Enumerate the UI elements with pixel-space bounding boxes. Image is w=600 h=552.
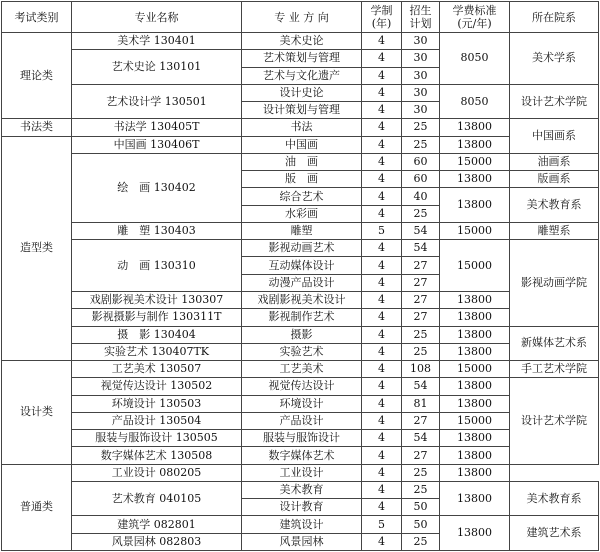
direction-cell: 油 画 <box>242 153 362 170</box>
fee-cell: 13800 <box>440 343 510 360</box>
quota-cell: 27 <box>402 447 440 464</box>
major-cell: 服装与服饰设计 130505 <box>72 430 242 447</box>
years-cell: 4 <box>362 136 402 153</box>
major-cell: 戏剧影视美术设计 130307 <box>72 291 242 308</box>
table-row <box>2 378 599 395</box>
major-cell: 环境设计 130503 <box>72 395 242 412</box>
table-row <box>2 84 599 101</box>
category-cell: 普通类 <box>2 464 72 550</box>
direction-cell: 实验艺术 <box>242 343 362 360</box>
header-quota-line1: 招生 <box>409 4 432 17</box>
table-row <box>2 464 599 481</box>
direction-cell: 中国画 <box>242 136 362 153</box>
years-cell: 4 <box>362 326 402 343</box>
major-cell: 摄 影 130404 <box>72 326 242 343</box>
fee-cell: 13800 <box>440 171 510 188</box>
header-school: 所在院系 <box>510 2 599 33</box>
fee-cell: 13800 <box>440 136 510 153</box>
fee-cell: 15000 <box>440 412 510 429</box>
direction-cell: 动漫产品设计 <box>242 274 362 291</box>
years-cell: 4 <box>362 378 402 395</box>
header-category: 考试类别 <box>2 2 72 33</box>
quota-cell: 25 <box>402 326 440 343</box>
quota-cell: 25 <box>402 343 440 360</box>
fee-cell: 13800 <box>440 395 510 412</box>
table-row <box>2 395 599 412</box>
quota-cell: 25 <box>402 533 440 550</box>
years-cell: 4 <box>362 84 402 101</box>
direction-cell: 工业设计 <box>242 464 362 481</box>
quota-cell: 50 <box>402 499 440 516</box>
years-cell: 4 <box>362 102 402 119</box>
fee-cell: 13800 <box>440 430 510 447</box>
quota-cell: 30 <box>402 50 440 67</box>
direction-cell: 设计策划与管理 <box>242 102 362 119</box>
quota-cell: 54 <box>402 430 440 447</box>
fee-cell: 15000 <box>440 240 510 292</box>
school-cell: 影视动画学院 <box>510 240 599 326</box>
years-cell: 4 <box>362 240 402 257</box>
header-years-line2: (年) <box>371 17 392 30</box>
years-cell: 4 <box>362 499 402 516</box>
quota-cell: 25 <box>402 464 440 481</box>
direction-cell: 美术教育 <box>242 481 362 498</box>
header-years-line1: 学制 <box>370 4 393 17</box>
direction-cell: 美术史论 <box>242 33 362 50</box>
table-row <box>2 309 599 326</box>
years-cell: 4 <box>362 533 402 550</box>
years-cell: 4 <box>362 464 402 481</box>
header-quota <box>402 2 440 33</box>
direction-cell: 服装与服饰设计 <box>242 430 362 447</box>
major-cell: 影视摄影与制作 130311T <box>72 309 242 326</box>
header-direction: 专 业 方 向 <box>242 2 362 33</box>
direction-cell: 视觉传达设计 <box>242 378 362 395</box>
header-fee-line2: (元/年) <box>457 17 492 30</box>
header-major: 专业名称 <box>72 2 242 33</box>
fee-cell: 15000 <box>440 361 510 378</box>
major-cell: 艺术设计学 130501 <box>72 84 242 119</box>
table-row <box>2 430 599 447</box>
direction-cell: 设计教育 <box>242 499 362 516</box>
school-cell: 油画系 <box>510 153 599 170</box>
table-row <box>2 136 599 153</box>
years-cell: 4 <box>362 171 402 188</box>
fee-cell: 13800 <box>440 119 510 136</box>
school-cell: 新媒体艺术系 <box>510 326 599 361</box>
category-cell: 造型类 <box>2 136 72 360</box>
years-cell: 4 <box>362 153 402 170</box>
years-cell: 5 <box>362 516 402 533</box>
school-cell: 设计艺术学院 <box>510 84 599 119</box>
fee-cell: 13800 <box>440 447 510 464</box>
header-fee-line1: 学费标准 <box>452 4 497 17</box>
fee-cell: 15000 <box>440 222 510 239</box>
major-cell: 艺术史论 130101 <box>72 50 242 85</box>
years-cell: 4 <box>362 481 402 498</box>
quota-cell: 54 <box>402 240 440 257</box>
major-cell: 视觉传达设计 130502 <box>72 378 242 395</box>
major-cell: 风景园林 082803 <box>72 533 242 550</box>
quota-cell: 50 <box>402 516 440 533</box>
major-cell: 艺术教育 040105 <box>72 481 242 516</box>
quota-cell: 60 <box>402 171 440 188</box>
years-cell: 4 <box>362 33 402 50</box>
direction-cell: 建筑设计 <box>242 516 362 533</box>
years-cell: 5 <box>362 222 402 239</box>
fee-cell: 13800 <box>440 464 510 481</box>
years-cell: 4 <box>362 291 402 308</box>
direction-cell: 摄影 <box>242 326 362 343</box>
years-cell: 4 <box>362 274 402 291</box>
category-cell: 书法类 <box>2 119 72 136</box>
direction-cell: 水彩画 <box>242 205 362 222</box>
direction-cell: 环境设计 <box>242 395 362 412</box>
years-cell: 4 <box>362 412 402 429</box>
major-cell: 建筑学 082801 <box>72 516 242 533</box>
major-cell: 产品设计 130504 <box>72 412 242 429</box>
major-cell: 动 画 130310 <box>72 240 242 292</box>
direction-cell: 综合艺术 <box>242 188 362 205</box>
fee-cell: 13800 <box>440 481 510 516</box>
quota-cell: 54 <box>402 222 440 239</box>
header-years <box>362 2 402 33</box>
quota-cell: 27 <box>402 274 440 291</box>
quota-cell: 27 <box>402 291 440 308</box>
direction-cell: 互动媒体设计 <box>242 257 362 274</box>
school-cell: 版画系 <box>510 171 599 188</box>
table-row <box>2 240 599 257</box>
fee-cell: 13800 <box>440 378 510 395</box>
direction-cell: 产品设计 <box>242 412 362 429</box>
major-cell: 中国画 130406T <box>72 136 242 153</box>
fee-cell: 8050 <box>440 33 510 85</box>
years-cell: 4 <box>362 119 402 136</box>
quota-cell: 27 <box>402 412 440 429</box>
quota-cell: 30 <box>402 84 440 101</box>
major-cell: 实验艺术 130407TK <box>72 343 242 360</box>
direction-cell: 书法 <box>242 119 362 136</box>
table-row <box>2 361 599 378</box>
school-cell: 美术教育系 <box>510 481 599 516</box>
years-cell: 4 <box>362 188 402 205</box>
years-cell: 4 <box>362 257 402 274</box>
school-cell: 设计艺术学院 <box>510 378 599 464</box>
table-row <box>2 343 599 360</box>
quota-cell: 27 <box>402 257 440 274</box>
category-cell: 设计类 <box>2 361 72 465</box>
major-cell: 书法学 130405T <box>72 119 242 136</box>
quota-cell: 30 <box>402 67 440 84</box>
fee-cell: 8050 <box>440 84 510 119</box>
school-cell: 美术学系 <box>510 33 599 85</box>
years-cell: 4 <box>362 343 402 360</box>
direction-cell: 戏剧影视美术设计 <box>242 291 362 308</box>
quota-cell: 30 <box>402 33 440 50</box>
school-cell: 手工艺术学院 <box>510 361 599 378</box>
enrollment-table <box>1 1 599 551</box>
direction-cell: 艺术与文化遗产 <box>242 67 362 84</box>
fee-cell: 13800 <box>440 188 510 223</box>
years-cell: 4 <box>362 50 402 67</box>
quota-cell: 25 <box>402 481 440 498</box>
years-cell: 4 <box>362 67 402 84</box>
header-fee <box>440 2 510 33</box>
years-cell: 4 <box>362 395 402 412</box>
table-row <box>2 222 599 239</box>
quota-cell: 81 <box>402 395 440 412</box>
fee-cell: 13800 <box>440 291 510 308</box>
category-cell: 理论类 <box>2 33 72 119</box>
direction-cell: 设计史论 <box>242 84 362 101</box>
table-row <box>2 291 599 308</box>
years-cell: 4 <box>362 361 402 378</box>
school-cell: 美术教育系 <box>510 188 599 223</box>
direction-cell: 影视制作艺术 <box>242 309 362 326</box>
years-cell: 4 <box>362 447 402 464</box>
quota-cell: 25 <box>402 136 440 153</box>
table-row <box>2 481 599 498</box>
major-cell: 绘 画 130402 <box>72 153 242 222</box>
direction-cell: 雕塑 <box>242 222 362 239</box>
direction-cell: 数字媒体艺术 <box>242 447 362 464</box>
years-cell: 4 <box>362 205 402 222</box>
school-cell: 雕塑系 <box>510 222 599 239</box>
quota-cell: 25 <box>402 205 440 222</box>
table-row <box>2 33 599 50</box>
quota-cell: 25 <box>402 119 440 136</box>
major-cell: 美术学 130401 <box>72 33 242 50</box>
quota-cell: 40 <box>402 188 440 205</box>
quota-cell: 30 <box>402 102 440 119</box>
fee-cell: 13800 <box>440 309 510 326</box>
years-cell: 4 <box>362 309 402 326</box>
header-quota-line2: 计划 <box>409 17 432 30</box>
table-row <box>2 119 599 136</box>
fee-cell: 13800 <box>440 516 510 551</box>
table-row <box>2 153 599 170</box>
direction-cell: 版 画 <box>242 171 362 188</box>
quota-cell: 60 <box>402 153 440 170</box>
direction-cell: 影视动画艺术 <box>242 240 362 257</box>
direction-cell: 工艺美术 <box>242 361 362 378</box>
header-row <box>2 2 599 33</box>
table-row <box>2 326 599 343</box>
quota-cell: 27 <box>402 309 440 326</box>
school-cell: 建筑艺术系 <box>510 516 599 551</box>
fee-cell: 13800 <box>440 326 510 343</box>
major-cell: 工艺美术 130507 <box>72 361 242 378</box>
direction-cell: 风景园林 <box>242 533 362 550</box>
table-row <box>2 516 599 533</box>
years-cell: 4 <box>362 430 402 447</box>
fee-cell: 15000 <box>440 153 510 170</box>
table-row <box>2 447 599 464</box>
direction-cell: 艺术策划与管理 <box>242 50 362 67</box>
quota-cell: 54 <box>402 378 440 395</box>
table-row <box>2 412 599 429</box>
major-cell: 雕 塑 130403 <box>72 222 242 239</box>
major-cell: 工业设计 080205 <box>72 464 242 481</box>
quota-cell: 108 <box>402 361 440 378</box>
major-cell: 数字媒体艺术 130508 <box>72 447 242 464</box>
school-cell: 中国画系 <box>510 119 599 154</box>
